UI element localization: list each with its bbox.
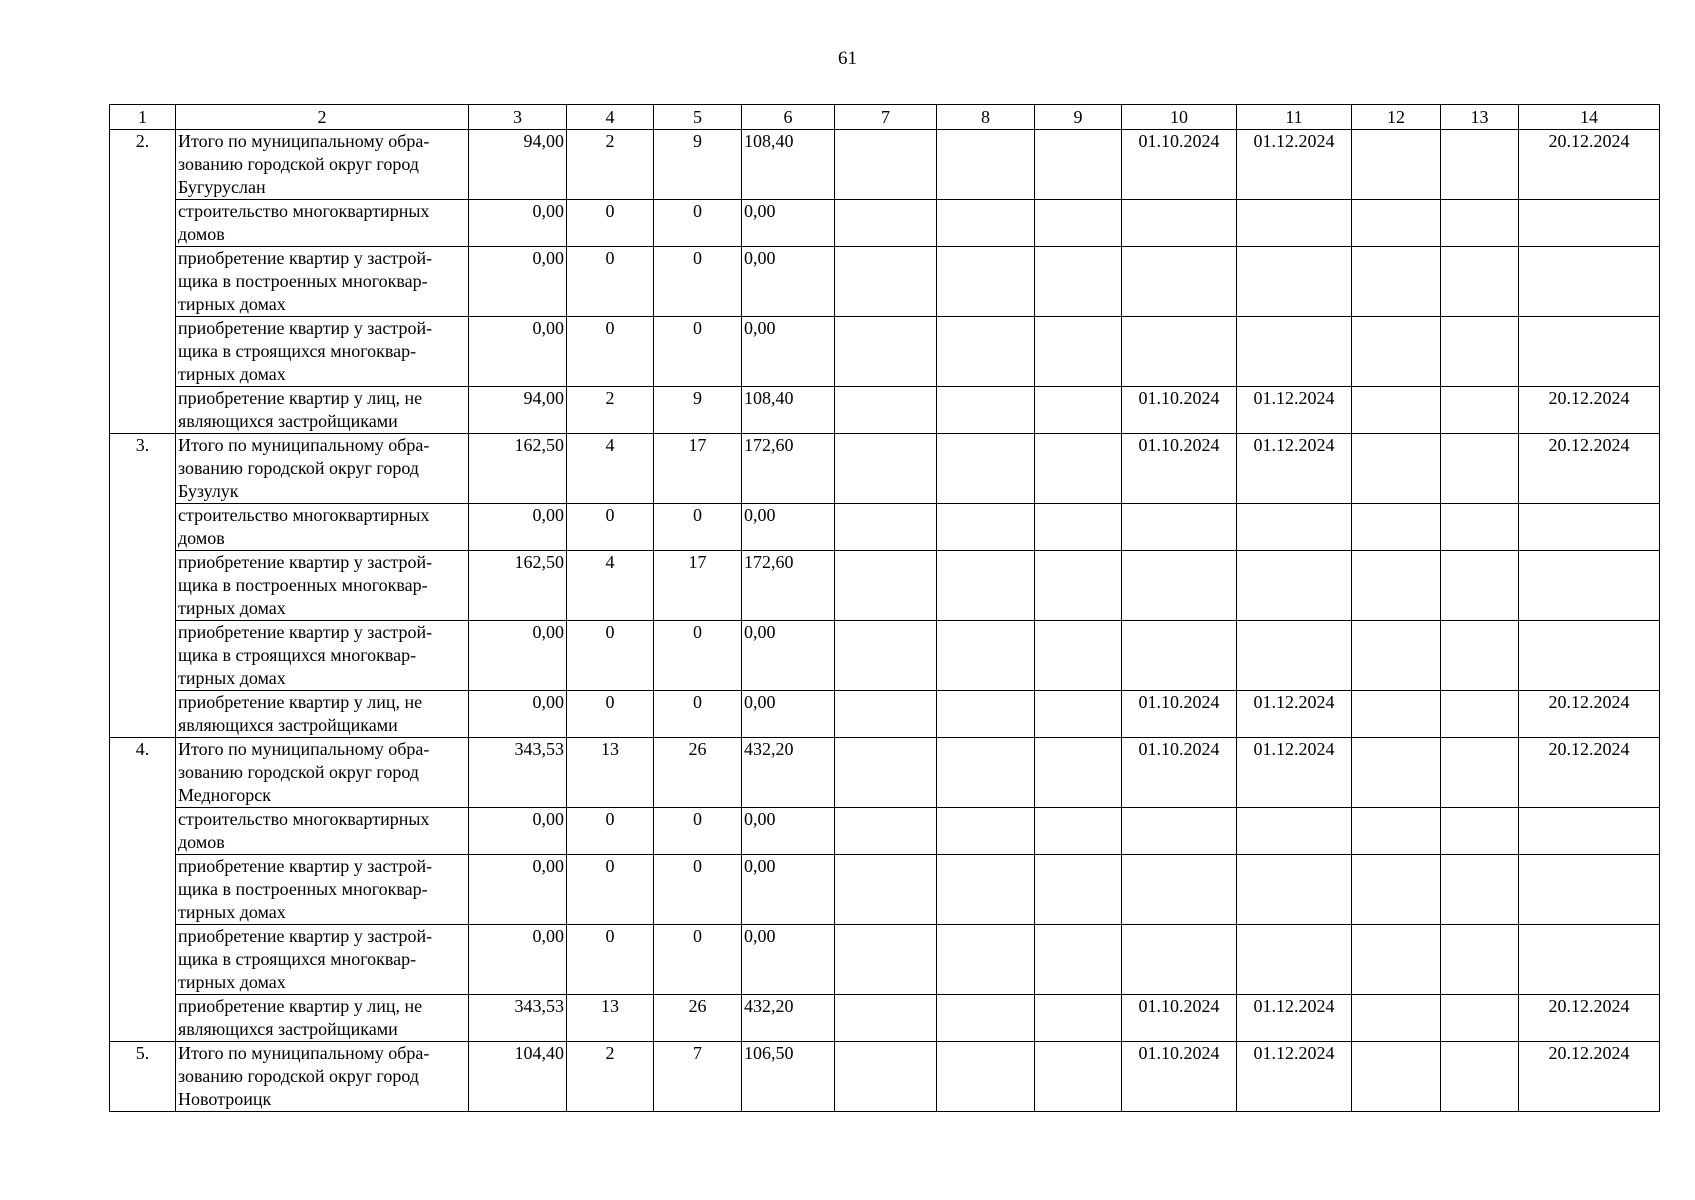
cell-col-13 [1441,995,1519,1042]
cell-col-6: 0,00 [742,691,835,738]
cell-col-8 [937,130,1035,200]
row-number: 5. [110,1042,176,1112]
cell-col-14: 20.12.2024 [1519,434,1660,504]
table-row [110,434,1660,504]
column-number: 11 [1237,105,1352,130]
row-description [176,995,469,1042]
cell-col-4: 13 [567,738,654,808]
column-number: 13 [1441,105,1519,130]
cell-col-4: 0 [567,808,654,855]
description-line: тирных домах [178,364,286,384]
cell-col-13 [1441,200,1519,247]
cell-col-5: 0 [654,200,742,247]
cell-col-3: 94,00 [469,130,567,200]
table-row [110,504,1660,551]
cell-col-10 [1122,925,1237,995]
table-row [110,738,1660,808]
description-line: зованию городской округ город [178,154,419,174]
column-number: 2 [176,105,469,130]
cell-col-14 [1519,808,1660,855]
table-row [110,317,1660,387]
cell-col-8 [937,247,1035,317]
cell-col-12 [1352,504,1441,551]
column-number: 7 [835,105,937,130]
cell-col-7 [835,504,937,551]
cell-col-12 [1352,200,1441,247]
cell-col-4: 2 [567,1042,654,1112]
cell-col-5: 7 [654,1042,742,1112]
cell-col-8 [937,738,1035,808]
cell-col-13 [1441,317,1519,387]
table-row [110,130,1660,200]
row-description [176,317,469,387]
cell-col-12 [1352,691,1441,738]
description-line: тирных домах [178,294,286,314]
description-line: Новотроицк [178,1089,272,1109]
cell-col-4: 0 [567,317,654,387]
column-number-row [110,105,1660,130]
cell-col-12 [1352,130,1441,200]
cell-col-14: 20.12.2024 [1519,130,1660,200]
cell-col-11 [1237,925,1352,995]
table-row [110,855,1660,925]
column-number: 1 [110,105,176,130]
description-line: Итого по муниципальному обра- [178,435,430,455]
cell-col-3: 0,00 [469,317,567,387]
cell-col-9 [1035,434,1122,504]
description-line: Медногорск [178,785,271,805]
cell-col-10: 01.10.2024 [1122,995,1237,1042]
description-line: строительство многоквартирных [178,505,430,525]
cell-col-12 [1352,434,1441,504]
description-line: являющихся застройщиками [178,411,398,431]
cell-col-10: 01.10.2024 [1122,387,1237,434]
description-line: приобретение квартир у застрой- [178,856,433,876]
cell-col-8 [937,808,1035,855]
description-line: зованию городской округ город [178,1066,419,1086]
cell-col-3: 343,53 [469,738,567,808]
cell-col-8 [937,691,1035,738]
description-line: приобретение квартир у застрой- [178,926,433,946]
cell-col-10 [1122,247,1237,317]
cell-col-10 [1122,504,1237,551]
cell-col-3: 0,00 [469,691,567,738]
cell-col-4: 0 [567,855,654,925]
description-line: приобретение квартир у застрой- [178,622,433,642]
cell-col-4: 2 [567,130,654,200]
row-description [176,504,469,551]
cell-col-3: 0,00 [469,855,567,925]
column-number: 3 [469,105,567,130]
table-row [110,925,1660,995]
cell-col-10: 01.10.2024 [1122,130,1237,200]
description-line: тирных домах [178,668,286,688]
table-row [110,995,1660,1042]
description-line: тирных домах [178,902,286,922]
cell-col-8 [937,317,1035,387]
cell-col-6: 108,40 [742,387,835,434]
table-row [110,691,1660,738]
cell-col-10 [1122,200,1237,247]
cell-col-14 [1519,504,1660,551]
cell-col-10 [1122,317,1237,387]
cell-col-6: 0,00 [742,247,835,317]
cell-col-9 [1035,925,1122,995]
column-number: 14 [1519,105,1660,130]
cell-col-7 [835,317,937,387]
cell-col-4: 0 [567,621,654,691]
cell-col-13 [1441,434,1519,504]
cell-col-4: 0 [567,925,654,995]
cell-col-13 [1441,738,1519,808]
cell-col-7 [835,691,937,738]
cell-col-3: 0,00 [469,247,567,317]
cell-col-7 [835,247,937,317]
cell-col-3: 162,50 [469,551,567,621]
cell-col-11: 01.12.2024 [1237,691,1352,738]
cell-col-12 [1352,551,1441,621]
cell-col-11 [1237,504,1352,551]
cell-col-8 [937,434,1035,504]
cell-col-14 [1519,317,1660,387]
cell-col-9 [1035,621,1122,691]
cell-col-6: 172,60 [742,551,835,621]
description-line: являющихся застройщиками [178,1019,398,1039]
table-row [110,621,1660,691]
row-description [176,1042,469,1112]
cell-col-9 [1035,130,1122,200]
cell-col-5: 17 [654,551,742,621]
cell-col-5: 0 [654,855,742,925]
cell-col-11 [1237,247,1352,317]
description-line: тирных домах [178,598,286,618]
table-row [110,247,1660,317]
description-line: щика в построенных многоквар- [178,575,428,595]
description-line: щика в строящихся многоквар- [178,645,417,665]
cell-col-11 [1237,551,1352,621]
cell-col-4: 0 [567,504,654,551]
cell-col-9 [1035,1042,1122,1112]
description-line: домов [178,832,225,852]
column-number: 5 [654,105,742,130]
table-row [110,808,1660,855]
table-row [110,1042,1660,1112]
cell-col-9 [1035,247,1122,317]
cell-col-7 [835,855,937,925]
cell-col-7 [835,995,937,1042]
cell-col-3: 343,53 [469,995,567,1042]
cell-col-8 [937,995,1035,1042]
cell-col-9 [1035,317,1122,387]
description-line: строительство многоквартирных [178,201,430,221]
column-number: 8 [937,105,1035,130]
description-line: домов [178,528,225,548]
cell-col-6: 432,20 [742,738,835,808]
description-line: Бузулук [178,481,239,501]
cell-col-12 [1352,808,1441,855]
column-number: 6 [742,105,835,130]
row-description [176,738,469,808]
row-description [176,387,469,434]
cell-col-8 [937,200,1035,247]
cell-col-10 [1122,855,1237,925]
cell-col-5: 0 [654,621,742,691]
cell-col-8 [937,621,1035,691]
cell-col-10: 01.10.2024 [1122,691,1237,738]
description-line: приобретение квартир у лиц, не [178,388,423,408]
cell-col-9 [1035,200,1122,247]
cell-col-5: 9 [654,130,742,200]
table-row [110,200,1660,247]
cell-col-10 [1122,621,1237,691]
row-number: 2. [110,130,176,434]
row-description [176,925,469,995]
cell-col-12 [1352,1042,1441,1112]
cell-col-5: 26 [654,738,742,808]
description-line: зованию городской округ город [178,762,419,782]
cell-col-13 [1441,130,1519,200]
cell-col-10: 01.10.2024 [1122,434,1237,504]
row-description [176,621,469,691]
cell-col-5: 0 [654,247,742,317]
row-description [176,130,469,200]
cell-col-10: 01.10.2024 [1122,1042,1237,1112]
row-description [176,855,469,925]
cell-col-7 [835,621,937,691]
cell-col-5: 0 [654,504,742,551]
cell-col-10: 01.10.2024 [1122,738,1237,808]
cell-col-5: 0 [654,691,742,738]
row-description [176,551,469,621]
cell-col-13 [1441,387,1519,434]
cell-col-14 [1519,551,1660,621]
description-line: домов [178,224,225,244]
cell-col-5: 9 [654,387,742,434]
cell-col-12 [1352,855,1441,925]
cell-col-6: 0,00 [742,808,835,855]
cell-col-5: 0 [654,925,742,995]
row-description [176,691,469,738]
cell-col-11: 01.12.2024 [1237,995,1352,1042]
cell-col-11: 01.12.2024 [1237,738,1352,808]
description-line: Итого по муниципальному обра- [178,739,430,759]
cell-col-3: 0,00 [469,504,567,551]
cell-col-5: 26 [654,995,742,1042]
cell-col-13 [1441,621,1519,691]
cell-col-11 [1237,200,1352,247]
cell-col-13 [1441,504,1519,551]
cell-col-11: 01.12.2024 [1237,434,1352,504]
cell-col-7 [835,551,937,621]
cell-col-12 [1352,738,1441,808]
cell-col-9 [1035,808,1122,855]
cell-col-7 [835,130,937,200]
cell-col-14 [1519,925,1660,995]
cell-col-5: 0 [654,808,742,855]
cell-col-6: 0,00 [742,855,835,925]
cell-col-12 [1352,317,1441,387]
cell-col-13 [1441,691,1519,738]
cell-col-7 [835,925,937,995]
cell-col-3: 104,40 [469,1042,567,1112]
description-line: щика в строящихся многоквар- [178,341,417,361]
cell-col-14: 20.12.2024 [1519,387,1660,434]
cell-col-8 [937,387,1035,434]
cell-col-4: 0 [567,200,654,247]
cell-col-9 [1035,504,1122,551]
cell-col-6: 108,40 [742,130,835,200]
description-line: щика в строящихся многоквар- [178,949,417,969]
description-line: приобретение квартир у застрой- [178,248,433,268]
cell-col-12 [1352,925,1441,995]
cell-col-11 [1237,808,1352,855]
row-description [176,808,469,855]
cell-col-5: 0 [654,317,742,387]
cell-col-6: 172,60 [742,434,835,504]
description-line: Бугуруслан [178,177,266,197]
column-number: 12 [1352,105,1441,130]
cell-col-11 [1237,621,1352,691]
cell-col-6: 0,00 [742,317,835,387]
table-row [110,551,1660,621]
cell-col-4: 2 [567,387,654,434]
cell-col-11 [1237,317,1352,387]
cell-col-13 [1441,925,1519,995]
cell-col-14 [1519,855,1660,925]
description-line: Итого по муниципальному обра- [178,1043,430,1063]
cell-col-8 [937,855,1035,925]
cell-col-9 [1035,995,1122,1042]
description-line: щика в построенных многоквар- [178,879,428,899]
description-line: щика в построенных многоквар- [178,271,428,291]
description-line: Итого по муниципальному обра- [178,131,430,151]
cell-col-5: 17 [654,434,742,504]
row-description [176,200,469,247]
cell-col-14 [1519,247,1660,317]
cell-col-9 [1035,691,1122,738]
cell-col-14 [1519,621,1660,691]
cell-col-9 [1035,551,1122,621]
cell-col-10 [1122,808,1237,855]
description-line: приобретение квартир у лиц, не [178,692,423,712]
description-line: приобретение квартир у застрой- [178,552,433,572]
cell-col-11: 01.12.2024 [1237,1042,1352,1112]
program-table [109,104,1660,1112]
cell-col-12 [1352,247,1441,317]
cell-col-7 [835,387,937,434]
table-row [110,387,1660,434]
cell-col-8 [937,1042,1035,1112]
cell-col-7 [835,1042,937,1112]
cell-col-3: 0,00 [469,808,567,855]
row-description [176,434,469,504]
cell-col-8 [937,551,1035,621]
cell-col-3: 0,00 [469,925,567,995]
description-line: приобретение квартир у лиц, не [178,996,423,1016]
cell-col-6: 106,50 [742,1042,835,1112]
cell-col-3: 0,00 [469,621,567,691]
cell-col-3: 162,50 [469,434,567,504]
cell-col-7 [835,738,937,808]
cell-col-6: 0,00 [742,200,835,247]
cell-col-13 [1441,855,1519,925]
cell-col-9 [1035,738,1122,808]
cell-col-4: 13 [567,995,654,1042]
cell-col-6: 0,00 [742,925,835,995]
cell-col-14: 20.12.2024 [1519,691,1660,738]
cell-col-7 [835,808,937,855]
cell-col-11: 01.12.2024 [1237,387,1352,434]
cell-col-13 [1441,808,1519,855]
cell-col-4: 0 [567,691,654,738]
cell-col-13 [1441,1042,1519,1112]
cell-col-7 [835,434,937,504]
cell-col-11 [1237,855,1352,925]
cell-col-4: 0 [567,247,654,317]
column-number: 10 [1122,105,1237,130]
row-number: 3. [110,434,176,738]
cell-col-13 [1441,551,1519,621]
cell-col-7 [835,200,937,247]
page-number: 61 [838,48,857,69]
cell-col-3: 94,00 [469,387,567,434]
cell-col-9 [1035,387,1122,434]
cell-col-13 [1441,247,1519,317]
cell-col-6: 432,20 [742,995,835,1042]
cell-col-14 [1519,200,1660,247]
cell-col-6: 0,00 [742,621,835,691]
row-description [176,247,469,317]
description-line: зованию городской округ город [178,458,419,478]
cell-col-14: 20.12.2024 [1519,995,1660,1042]
description-line: строительство многоквартирных [178,809,430,829]
cell-col-12 [1352,387,1441,434]
description-line: являющихся застройщиками [178,715,398,735]
description-line: приобретение квартир у застрой- [178,318,433,338]
cell-col-8 [937,504,1035,551]
cell-col-10 [1122,551,1237,621]
column-number: 9 [1035,105,1122,130]
cell-col-4: 4 [567,434,654,504]
cell-col-4: 4 [567,551,654,621]
description-line: тирных домах [178,972,286,992]
cell-col-9 [1035,855,1122,925]
row-number: 4. [110,738,176,1042]
cell-col-14: 20.12.2024 [1519,738,1660,808]
cell-col-3: 0,00 [469,200,567,247]
cell-col-12 [1352,995,1441,1042]
cell-col-6: 0,00 [742,504,835,551]
cell-col-14: 20.12.2024 [1519,1042,1660,1112]
cell-col-12 [1352,621,1441,691]
cell-col-11: 01.12.2024 [1237,130,1352,200]
column-number: 4 [567,105,654,130]
cell-col-8 [937,925,1035,995]
